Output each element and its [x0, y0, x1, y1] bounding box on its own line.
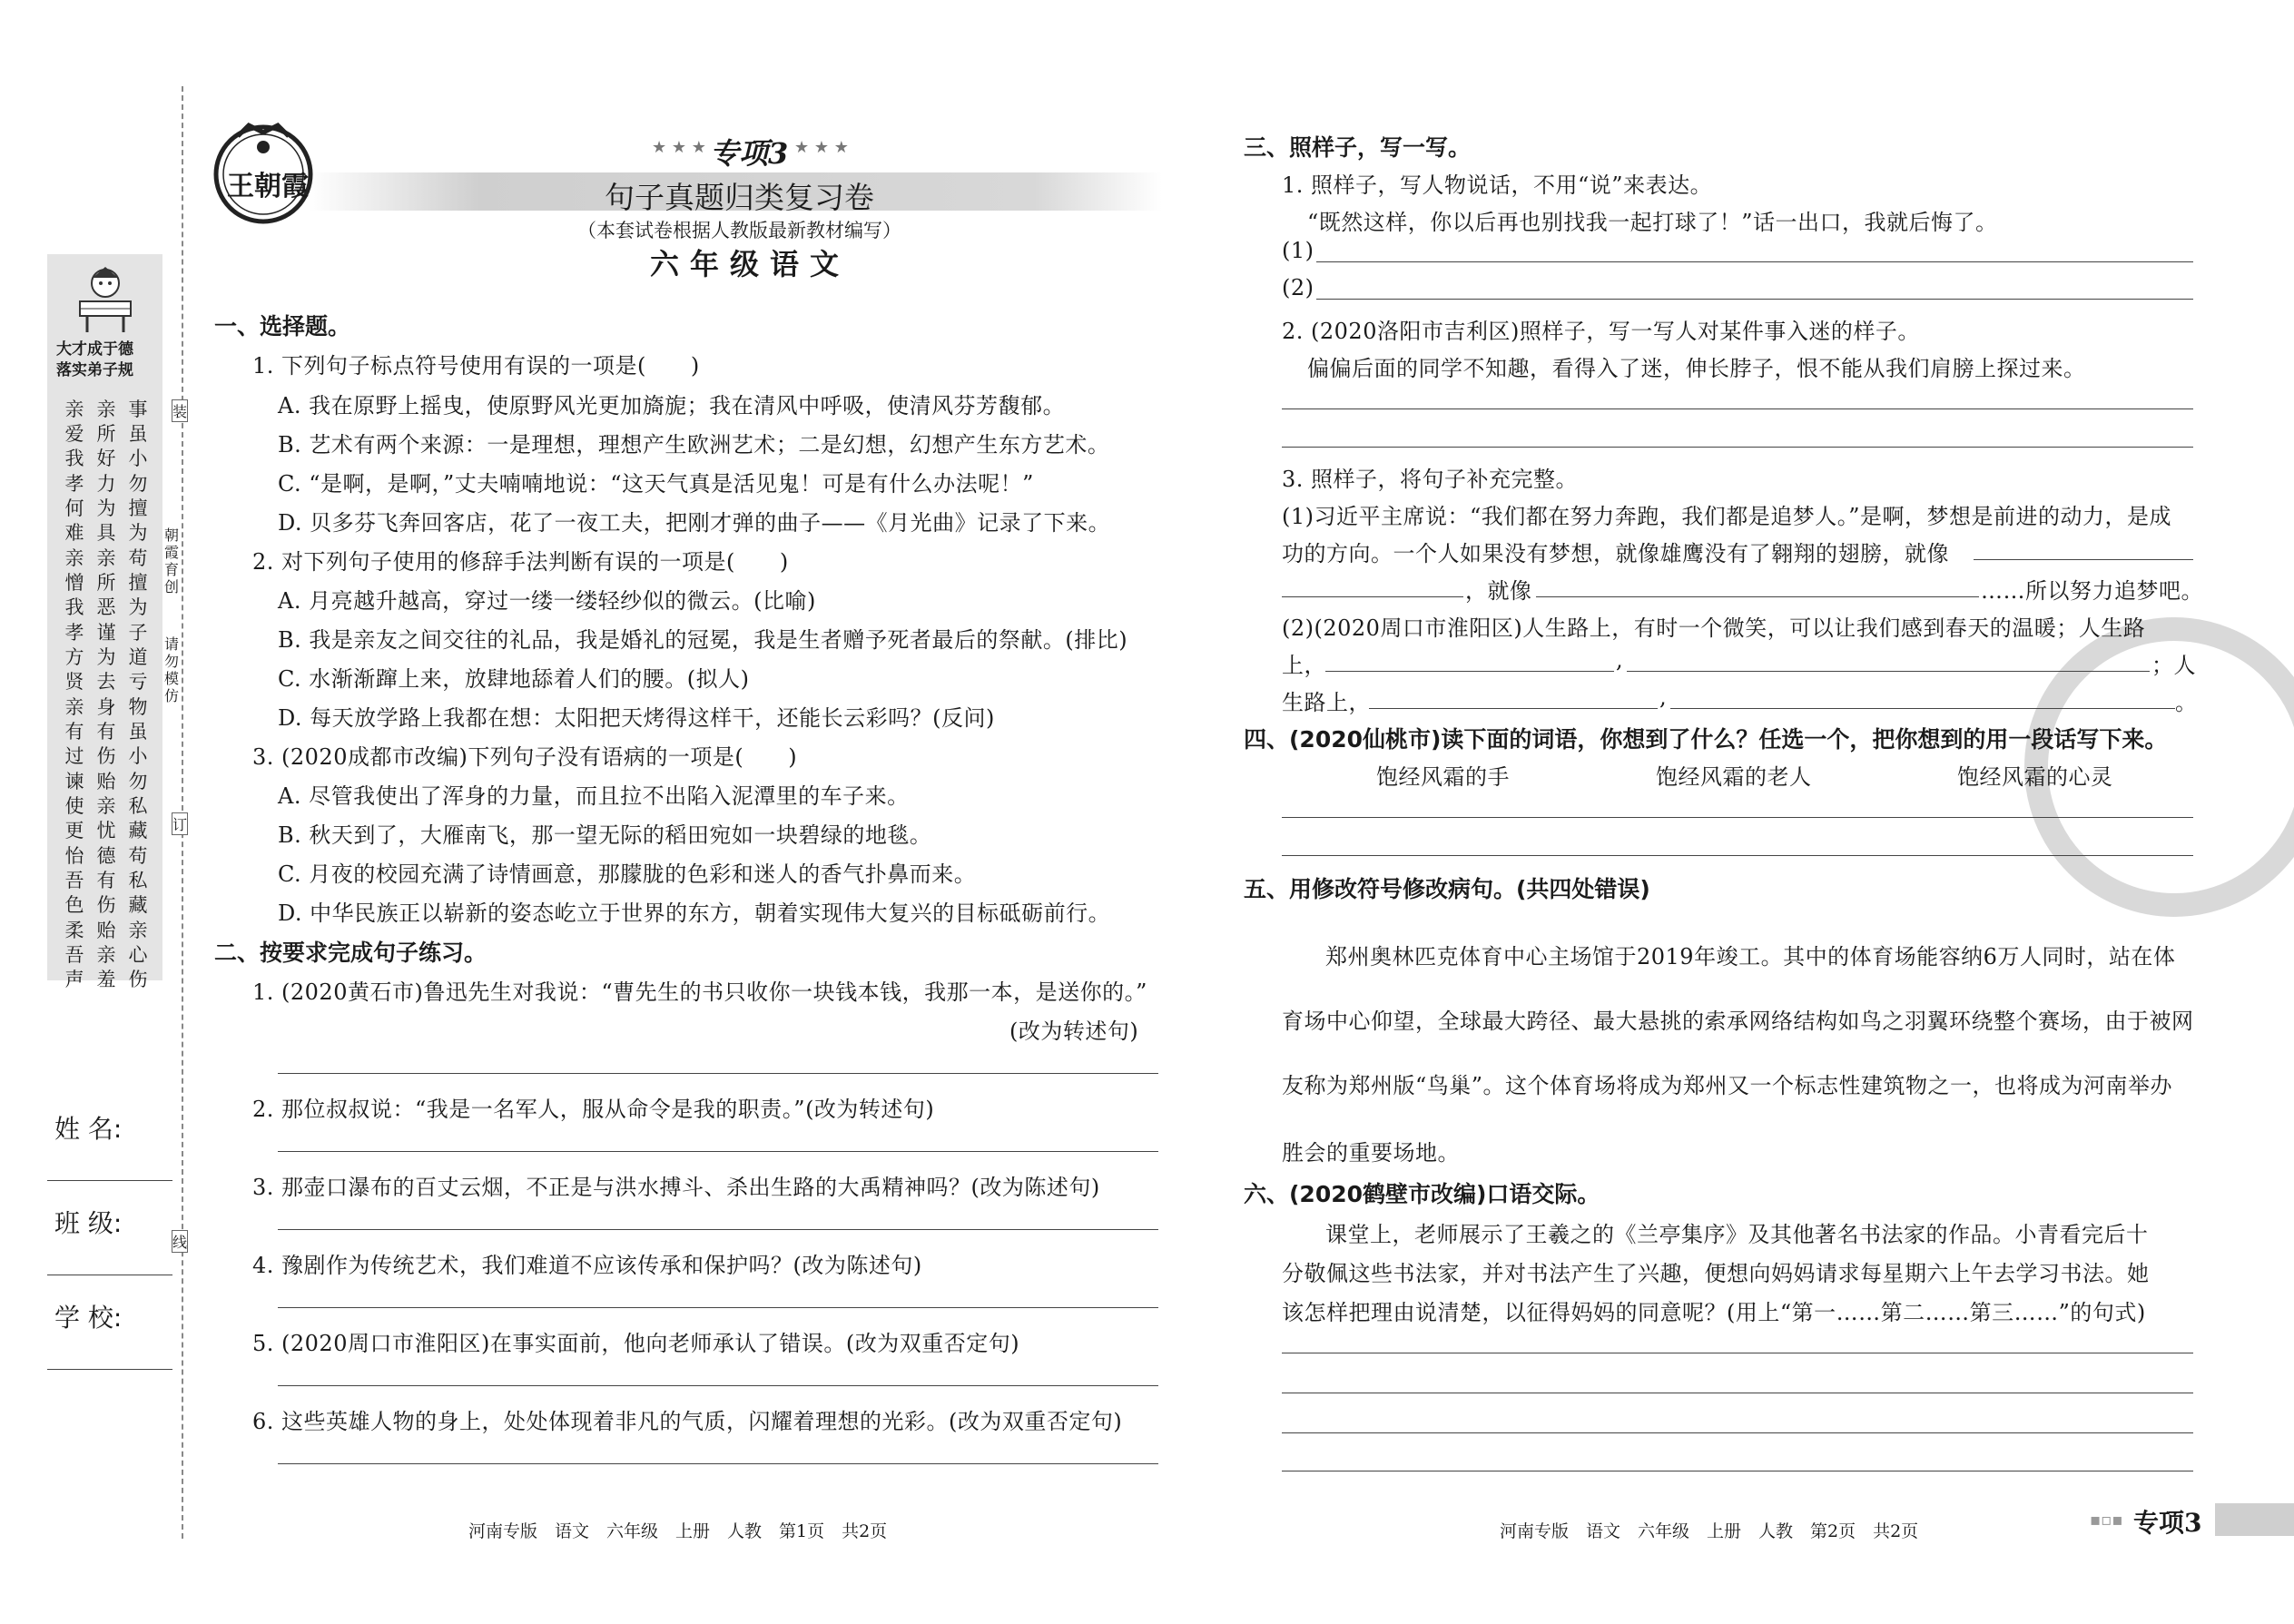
verse-col-12: 谨为去 — [96, 622, 116, 693]
grade-subject: 六年级语文 — [650, 247, 851, 281]
s3-q3-1-mid: ，就像 — [1465, 578, 1532, 604]
q3-option-b[interactable]: B. 秋天到了，大雁南飞，那一望无际的稻田宛如一块碧绿的地毯。 — [278, 822, 932, 848]
s5-line-3: 友称为郑州版“鸟巢”。这个体育场将成为郑州又一个标志性建筑物之一，也将成为河南举办 — [1282, 1073, 2173, 1098]
s3-q3-2-end: ；人 — [2151, 653, 2196, 678]
section-2-title: 二、按要求完成句子练习。 — [214, 940, 487, 966]
s3-q3-2-blank-4[interactable] — [1670, 708, 2175, 709]
left-footer: 河南专版 语文 六年级 上册 人教 第1页 共2页 — [468, 1521, 888, 1541]
name-label: 姓 名: — [54, 1114, 123, 1144]
verse-col-13: 身有伤 — [96, 696, 116, 767]
q1-option-d[interactable]: D. 贝多芬飞奔回客店，花了一夜工夫，把刚才弹的曲子——《月光曲》记录了下来。 — [278, 510, 1111, 536]
verse-col-20: 孝方贤 — [64, 622, 84, 693]
section-5-title: 五、用修改符号修改病句。(共四处错误) — [1244, 876, 1650, 902]
binding-mark-ding: 订 — [172, 812, 188, 835]
corner-tag: 专项3 — [2133, 1508, 2202, 1538]
verse-col-23: 怡吾色 — [64, 845, 84, 916]
q2-option-a[interactable]: A. 月亮越升越高，穿过一缕一缕轻纱似的微云。(比喻) — [278, 588, 816, 614]
series-label: 专项3 — [710, 136, 789, 171]
s2-q5: 5. (2020周口市淮阳区)在事实面前，他向老师承认了错误。(改为双重否定句) — [252, 1331, 1020, 1356]
class-label: 班 级: — [54, 1208, 123, 1238]
brand-logo-text: 王朝霞 — [227, 171, 309, 202]
verse-col-11: 亲所恶 — [96, 547, 116, 618]
verse-col-2: 勿擅为 — [128, 473, 148, 544]
sidebar-motto-1: 大才成于德 — [56, 340, 133, 359]
s2-q4: 4. 豫剧作为传统艺术，我们难道不应该传承和保护吗？(改为陈述句) — [252, 1253, 922, 1278]
section-4-title: 四、(2020仙桃市)读下面的词语，你想到了什么？任选一个，把你想到的用一段话写下来。 — [1244, 726, 2168, 753]
q1-option-a[interactable]: A. 我在原野上摇曳，使原野风光更加旖旎；我在清风中呼吸，使清风芬芳馥郁。 — [278, 393, 1066, 418]
s3-q3-2-blank-3[interactable] — [1369, 708, 1658, 709]
corner-tag-dots: ▪▫▪ — [2090, 1511, 2123, 1530]
verse-col-6: 勿私藏 — [128, 771, 148, 842]
s3-q3-2-line-a: (2)(2020周口市淮阳区)人生路上，有时一个微笑，可以让我们感到春天的温暖；人生路 — [1282, 615, 2146, 641]
page-subtitle: （本套试卷根据人教版最新教材编写） — [577, 220, 901, 241]
s3-q3-2-blank-2[interactable] — [1627, 671, 2150, 672]
q1-option-b[interactable]: B. 艺术有两个来源：一是理想，理想产生欧洲艺术；二是幻想，幻想产生东方艺术。 — [278, 432, 1110, 458]
s3-q2-example: 偏偏后面的同学不知趣，看得入了迷，伸长脖子，恨不能从我们肩膀上探过来。 — [1307, 356, 2086, 381]
q3-option-d[interactable]: D. 中华民族正以崭新的姿态屹立于世界的东方，朝着实现伟大复兴的目标砥砺前行。 — [278, 901, 1111, 926]
mascot-icon — [60, 261, 151, 336]
q3-option-c[interactable]: C. 月夜的校园充满了诗情画意，那朦胧的色彩和迷人的香气扑鼻而来。 — [278, 861, 977, 887]
corner-tag-band — [2215, 1503, 2294, 1536]
s3-q3-2-start-2: 生路上， — [1282, 690, 1371, 715]
s2-q1-requirement: (改为转述句) — [1009, 1019, 1139, 1044]
school-field[interactable] — [47, 1369, 172, 1370]
s5-line-1: 郑州奥林匹克体育中心主场馆于2019年竣工。其中的体育场能容纳6万人同时，站在体 — [1325, 944, 2176, 969]
q2-option-c[interactable]: C. 水渐渐蹿上来，放肆地舔着人们的腰。(拟人) — [278, 666, 750, 692]
binding-note-2: 请勿模仿 — [163, 635, 179, 704]
school-label: 学 校: — [54, 1303, 123, 1333]
series-stars-right: ★ ★ ★ — [794, 138, 849, 157]
s3-q1-b-label: (2) — [1282, 275, 1314, 300]
s3-q2: 2. (2020洛阳市吉利区)照样子，写一写人对某件事入迷的样子。 — [1282, 319, 1920, 344]
s6-line-3: 该怎样把理由说清楚，以征得妈妈的同意呢？(用上“第一……第二……第三……”的句式) — [1282, 1300, 2146, 1325]
s3-q1-a-line[interactable] — [1316, 261, 2193, 262]
s4-word-1: 饱经风霜的手 — [1376, 764, 1510, 790]
verse-col-7: 苟私藏 — [128, 845, 148, 916]
verse-col-1: 事虽小 — [128, 399, 148, 469]
q3-stem: 3. (2020成都市改编)下列句子没有语病的一项是( ) — [252, 744, 798, 770]
s2-q3: 3. 那壶口瀑布的百丈云烟，不正是与洪水搏斗、杀出生路的大禹精神吗？(改为陈述句) — [252, 1175, 1100, 1200]
verse-col-10: 力为具 — [96, 473, 116, 544]
verse-col-19: 亲憎我 — [64, 547, 84, 618]
s4-word-2: 饱经风霜的老人 — [1656, 764, 1812, 790]
verse-col-14: 贻亲忧 — [96, 771, 116, 842]
verse-col-4: 子道亏 — [128, 622, 148, 693]
s3-q2-line-1[interactable] — [1282, 408, 2193, 409]
verse-col-8: 亲心伤 — [128, 920, 148, 990]
s2-q6: 6. 这些英雄人物的身上，处处体现着非凡的气质，闪耀着理想的光彩。(改为双重否定句) — [252, 1409, 1123, 1434]
s3-q1-example: “既然这样，你以后再也别找我一起打球了！”话一出口，我就后悔了。 — [1307, 210, 1998, 235]
verse-col-9: 亲所好 — [96, 399, 116, 469]
verse-col-24: 柔吾声 — [64, 920, 84, 990]
s3-q3-1-line-b: 功的方向。一个人如果没有梦想，就像雄鹰没有了翱翔的翅膀，就像 — [1282, 541, 1949, 566]
verse-col-16: 贻亲羞 — [96, 920, 116, 990]
s6-line-2: 分敬佩这些书法家，并对书法产生了兴趣，便想向妈妈请求每星期六上午去学习书法。她 — [1282, 1261, 2150, 1286]
s2-q6-answer-line[interactable] — [278, 1463, 1158, 1464]
s3-q3-2-blank-1[interactable] — [1325, 671, 1614, 672]
q1-option-c[interactable]: C. “是啊，是啊，”丈夫喃喃地说：“这天气真是活见鬼！可是有什么办法呢！” — [278, 471, 1034, 497]
s3-q1-a-label: (1) — [1282, 238, 1314, 263]
page-title: 句子真题归类复习卷 — [605, 180, 874, 215]
verse-col-3: 苟擅为 — [128, 547, 148, 618]
s4-line-1[interactable] — [1282, 817, 2193, 818]
q2-option-b[interactable]: B. 我是亲友之间交往的礼品，我是婚礼的冠冕，我是生者赠予死者最后的祭献。(排比) — [278, 627, 1128, 653]
s3-q3-2-period: 。 — [2175, 690, 2198, 715]
s3-q3-2-start: 上， — [1282, 653, 1326, 678]
q2-stem: 2. 对下列句子使用的修辞手法判断有误的一项是( ) — [252, 549, 789, 575]
right-footer: 河南专版 语文 六年级 上册 人教 第2页 共2页 — [1500, 1521, 1919, 1541]
binding-mark-xian: 线 — [172, 1230, 188, 1253]
verse-col-15: 德有伤 — [96, 845, 116, 916]
s6-line-1: 课堂上，老师展示了王羲之的《兰亭集序》及其他著名书法家的作品。小青看完后十 — [1325, 1222, 2149, 1247]
s2-q2-answer-line[interactable] — [278, 1151, 1158, 1152]
section-6-title: 六、(2020鹤壁市改编)口语交际。 — [1244, 1181, 1600, 1207]
q2-option-d[interactable]: D. 每天放学路上我都在想：太阳把天烤得这样干，还能长云彩吗？(反问) — [278, 705, 995, 731]
q3-option-a[interactable]: A. 尽管我使出了浑身的力量，而且拉不出陷入泥潭里的车子来。 — [278, 783, 910, 809]
s2-q3-answer-line[interactable] — [278, 1229, 1158, 1230]
s3-q3-1-blank-2[interactable] — [1282, 596, 1463, 597]
s6-line-answer-3[interactable] — [1282, 1432, 2193, 1433]
s2-q2: 2. 那位叔叔说：“我是一名军人，服从命令是我的职责。”(改为转述句) — [252, 1097, 935, 1122]
name-field[interactable] — [47, 1180, 172, 1181]
s3-q1-b-line[interactable] — [1316, 299, 2193, 300]
section-3-title: 三、照样子，写一写。 — [1244, 134, 1472, 161]
q1-stem: 1. 下列句子标点符号使用有误的一项是( ) — [252, 353, 700, 379]
s3-q3-2-comma-2: , — [1659, 684, 1668, 710]
s2-q1-answer-line[interactable] — [278, 1073, 1158, 1074]
s3-q3-1-blank-3[interactable] — [1536, 596, 1979, 597]
verse-col-21: 亲有过 — [64, 696, 84, 767]
verse-col-22: 谏使更 — [64, 771, 84, 842]
s3-q2-line-2[interactable] — [1282, 447, 2193, 448]
section-1-title: 一、选择题。 — [214, 313, 351, 340]
s2-q4-answer-line[interactable] — [278, 1307, 1158, 1308]
sidebar-motto-2: 落实弟子规 — [56, 361, 133, 379]
s3-q3-1-end: ……所以努力追梦吧。 — [1981, 578, 2203, 604]
verse-col-17: 亲爱我 — [64, 399, 84, 469]
s3-q3-1-blank-1[interactable] — [1974, 559, 2193, 560]
binding-mark-zhuang: 装 — [172, 399, 188, 422]
s2-q1: 1. (2020黄石市)鲁迅先生对我说：“曹先生的书只收你一块钱本钱，我那一本，是送你的。” — [252, 979, 1147, 1005]
series-stars-left: ★ ★ ★ — [652, 138, 706, 157]
s2-q5-answer-line[interactable] — [278, 1385, 1158, 1386]
s4-word-3: 饱经风霜的心灵 — [1957, 764, 2113, 790]
s3-q1: 1. 照样子，写人物说话，不用“说”来表达。 — [1282, 172, 1713, 198]
verse-col-5: 物虽小 — [128, 696, 148, 767]
s3-q3: 3. 照样子，将句子补充完整。 — [1282, 467, 1579, 492]
s5-line-2: 育场中心仰望，全球最大跨径、最大悬挑的索承网络结构如鸟之羽翼环绕整个赛场，由于被网 — [1282, 1009, 2194, 1034]
binding-note-1: 朝霞育创 — [163, 527, 179, 595]
verse-col-18: 孝何难 — [64, 473, 84, 544]
s3-q3-2-comma-1: , — [1616, 647, 1624, 673]
s4-line-2[interactable] — [1282, 855, 2193, 856]
s5-line-4: 胜会的重要场地。 — [1282, 1140, 1460, 1166]
s3-q3-1-line-a: (1)习近平主席说：“我们都在努力奔跑，我们都是追梦人。”是啊，梦想是前进的动力，是成 — [1282, 504, 2172, 529]
